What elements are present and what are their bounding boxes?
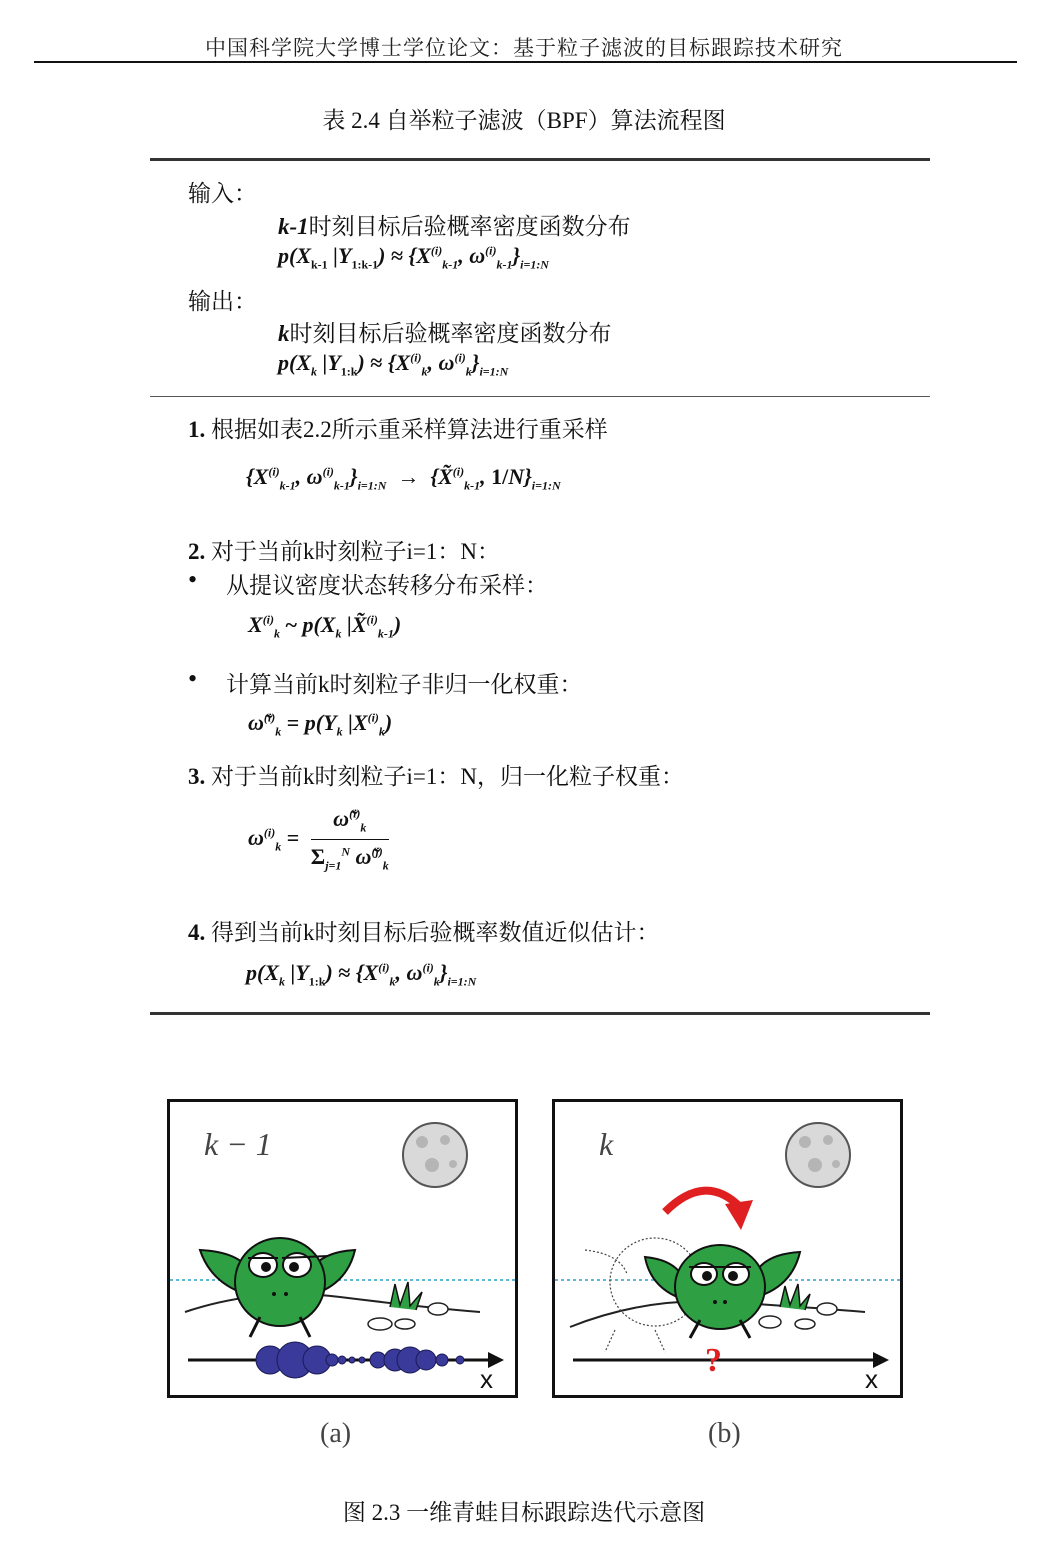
step4: 4. 得到当前k时刻目标后验概率数值近似估计： bbox=[188, 920, 660, 945]
figure-caption: 图 2.3 一维青蛙目标跟踪迭代示意图 bbox=[342, 1500, 706, 1525]
arrow-icon bbox=[665, 1191, 753, 1230]
step3-formula: $\omega^{(i)}_k$ = $\frac{\omegã^{(i)}_k}{\Sigma_{j=1}^N \omegã^{(j)}_k}$ bbox=[248, 806, 389, 873]
output-label: 输出： bbox=[188, 289, 257, 314]
question-mark: ? bbox=[705, 1342, 722, 1379]
figure-panel-a bbox=[167, 1099, 518, 1398]
bullet-1-text: 从提议密度状态转移分布采样： bbox=[226, 573, 548, 598]
table-mid-rule bbox=[150, 396, 930, 397]
table-bottom-rule bbox=[150, 1012, 930, 1015]
grass-icon bbox=[780, 1284, 810, 1310]
subfigure-a-label: (a) bbox=[320, 1418, 352, 1449]
step2: 2. 对于当前k时刻粒子i=1：N： bbox=[188, 539, 500, 564]
input-formula: $p(X_{k-1}$ $|Y_{1:k-1}) \approx \{X^{(i)}_{k-1}$, $\omega^{(i)}_{k-1}\}_{i=1:N}$ bbox=[278, 243, 549, 272]
output-formula: $p(X_k$ $|Y_{1:k}) \approx \{X^{(i)}_k$, $\omega^{(i)}_k\}_{i=1:N}$ bbox=[278, 350, 509, 379]
panel-a-time-label: k − 1 bbox=[204, 1126, 272, 1162]
panel-b-axis-label: x bbox=[865, 1364, 878, 1394]
figure-panel-b bbox=[552, 1099, 903, 1398]
table-caption: 表 2.4 自举粒子滤波（BPF）算法流程图 bbox=[322, 108, 726, 133]
step1-formula: {$X^{(i)}_{k-1}$, $\omega^{(i)}_{k-1}\}_{i=1:N}$ → {X̃$^{(i)}_{k-1}$, $1/N\}_{i=1:N}$ bbox=[246, 464, 561, 493]
moon-icon bbox=[403, 1123, 467, 1187]
panel-b-time-label: k bbox=[599, 1126, 614, 1162]
running-header: 中国科学院大学博士学位论文：基于粒子滤波的目标跟踪技术研究 bbox=[205, 36, 843, 60]
step3: 3. 对于当前k时刻粒子i=1：N，归一化粒子权重： bbox=[188, 764, 684, 789]
panel-a-axis-label: x bbox=[480, 1364, 493, 1394]
bullet-2-text: 计算当前k时刻粒子非归一化权重： bbox=[226, 672, 583, 697]
bullet-1-formula: $X^{(i)}_k$ ~ $p(X_k$ |X̃$^{(i)}_{k-1}$) bbox=[248, 612, 402, 641]
input-description: k-1时刻目标后验概率密度函数分布 bbox=[278, 214, 631, 239]
grass-icon bbox=[390, 1282, 422, 1310]
particle-cloud bbox=[256, 1342, 464, 1378]
header-rule bbox=[34, 61, 1017, 63]
step1: 1. 根据如表2.2所示重采样算法进行重采样 bbox=[188, 417, 608, 442]
bullet-2-formula: ω̃$^{(i)}_k$ = $p(Y_k$ $|X^{(i)}_k$) bbox=[248, 710, 393, 739]
input-label: 输入： bbox=[188, 181, 257, 206]
bullet-1-marker: • bbox=[188, 565, 198, 594]
bullet-2-marker: • bbox=[188, 664, 198, 693]
output-description: k时刻目标后验概率密度函数分布 bbox=[278, 321, 612, 346]
step4-formula: $p(X_k$ $|Y_{1:k}) \approx \{X^{(i)}_k$, $\omega^{(i)}_k\}_{i=1:N}$ bbox=[246, 960, 477, 989]
frog-icon bbox=[200, 1238, 355, 1337]
table-top-rule bbox=[150, 158, 930, 161]
moon-icon bbox=[786, 1123, 850, 1187]
subfigure-b-label: (b) bbox=[708, 1418, 741, 1449]
